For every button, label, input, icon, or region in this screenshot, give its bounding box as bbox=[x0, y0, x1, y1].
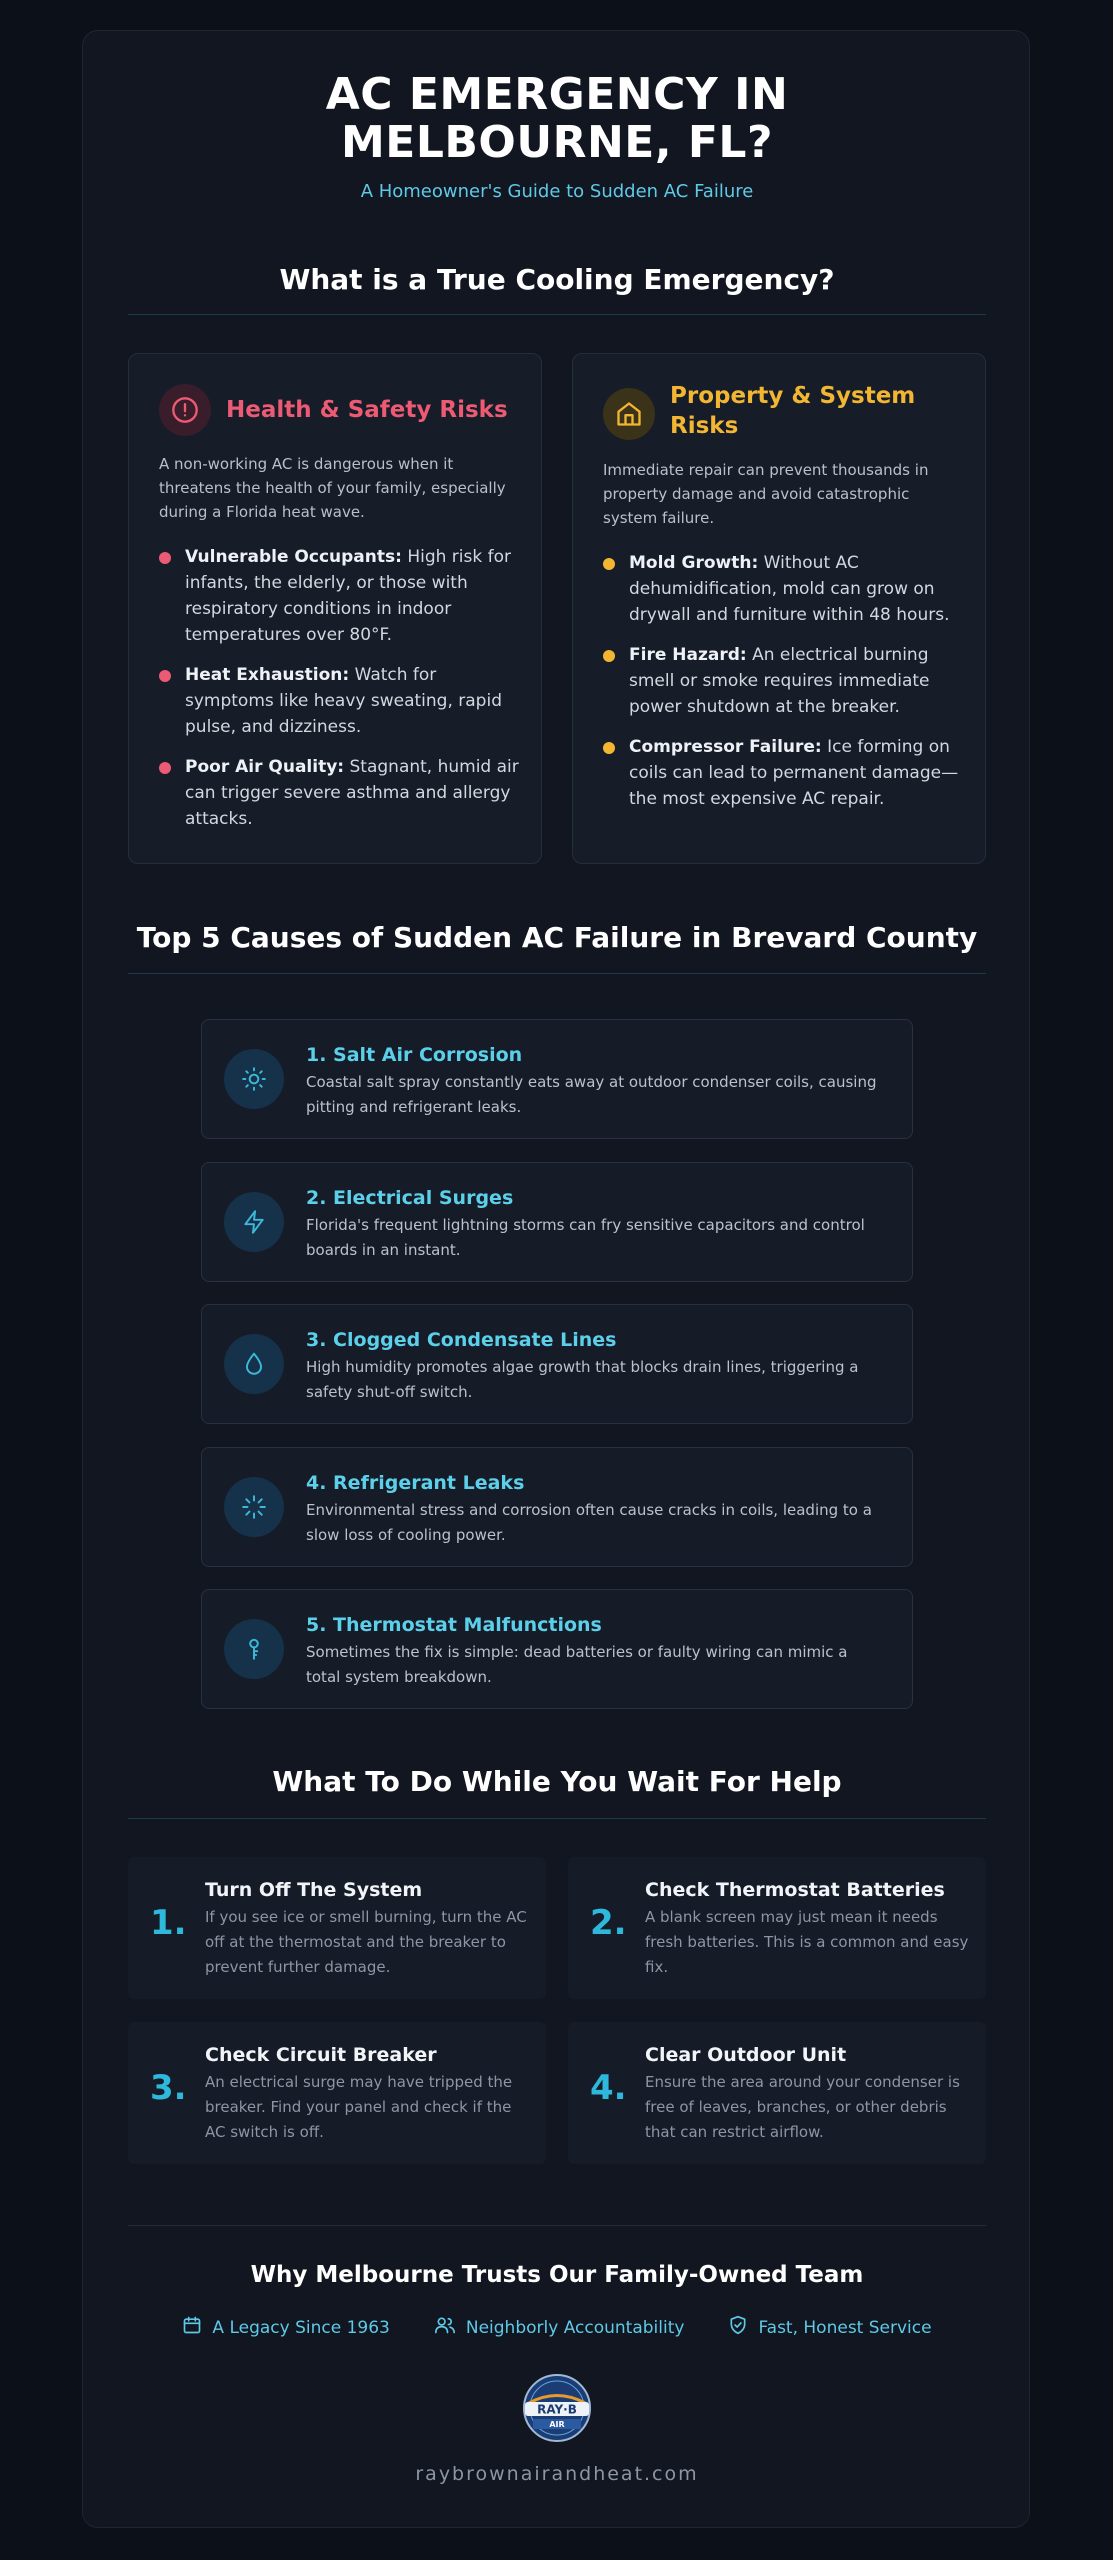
cause-title: 3. Clogged Condensate Lines bbox=[306, 1329, 617, 1351]
cause-text: Florida's frequent lightning storms can fry sensitive capacitors and control boards in an instant. bbox=[306, 1216, 865, 1259]
property-bullet bbox=[603, 642, 963, 720]
bullet-text: An electrical burning smell or smoke requires immediate power shutdown at the breaker. bbox=[629, 645, 930, 717]
trust-item-service bbox=[728, 2315, 931, 2340]
trust-label: A Legacy Since 1963 bbox=[212, 2317, 390, 2338]
trust-label: Neighborly Accountability bbox=[465, 2317, 685, 2338]
health-risks-card bbox=[128, 353, 542, 864]
alert-circle-icon bbox=[159, 384, 211, 436]
step-card bbox=[568, 1857, 986, 1999]
svg-text:AIR: AIR bbox=[549, 2420, 565, 2429]
section-divider bbox=[128, 973, 986, 974]
cause-text: Coastal salt spray constantly eats away at outdoor condenser coils, causing pitting and refrigerant leaks. bbox=[306, 1073, 877, 1116]
section-divider bbox=[128, 314, 986, 315]
bullet-dot bbox=[603, 650, 615, 662]
bullet-label: Compressor Failure: bbox=[629, 737, 822, 757]
property-bullet bbox=[603, 734, 963, 812]
website-link[interactable]: raybrownairandheat.com bbox=[415, 2463, 699, 2485]
bullet-dot bbox=[603, 742, 615, 754]
sun-icon bbox=[224, 1049, 284, 1109]
trust-points bbox=[83, 2315, 1031, 2340]
cause-card bbox=[201, 1589, 913, 1709]
cause-title: 4. Refrigerant Leaks bbox=[306, 1472, 525, 1494]
health-bullet bbox=[159, 754, 519, 832]
page-subtitle: A Homeowner's Guide to Sudden AC Failure bbox=[360, 181, 754, 202]
trust-item-accountability bbox=[434, 2315, 685, 2340]
page-title: AC EMERGENCY IN MELBOURNE, FL? bbox=[325, 69, 789, 168]
cause-card bbox=[201, 1304, 913, 1424]
bullet-dot bbox=[159, 670, 171, 682]
bullet-text: Ice forming on coils can lead to permanent damage—the most expensive AC repair. bbox=[629, 737, 959, 809]
health-risks-title: Health & Safety Risks bbox=[226, 397, 508, 423]
droplet-icon bbox=[224, 1334, 284, 1394]
shield-check-icon bbox=[728, 2315, 748, 2340]
cause-title: 1. Salt Air Corrosion bbox=[306, 1044, 523, 1066]
section-title-causes: Top 5 Causes of Sudden AC Failure in Brevard County bbox=[136, 921, 978, 954]
step-card bbox=[128, 1857, 546, 1999]
bullet-label: Poor Air Quality: bbox=[185, 757, 345, 777]
property-bullet bbox=[603, 550, 963, 628]
cause-text: Environmental stress and corrosion often cause cracks in coils, leading to a slow loss of cooling power. bbox=[306, 1501, 872, 1544]
bullet-dot bbox=[159, 552, 171, 564]
step-number: 1. bbox=[150, 1903, 187, 1943]
cause-text: High humidity promotes algae growth that blocks drain lines, triggering a safety shut-off switch. bbox=[306, 1358, 859, 1401]
step-title: Check Circuit Breaker bbox=[205, 2044, 437, 2066]
bullet-dot bbox=[159, 762, 171, 774]
property-risks-title: Property & System Risks bbox=[670, 383, 916, 439]
health-bullet bbox=[159, 662, 519, 740]
trust-item-legacy bbox=[182, 2315, 389, 2340]
cause-title: 5. Thermostat Malfunctions bbox=[306, 1614, 602, 1636]
bullet-label: Vulnerable Occupants: bbox=[185, 547, 402, 567]
loader-icon bbox=[224, 1477, 284, 1537]
step-card bbox=[568, 2022, 986, 2164]
health-bullet bbox=[159, 544, 519, 648]
cause-title: 2. Electrical Surges bbox=[306, 1187, 514, 1209]
users-icon bbox=[434, 2315, 456, 2340]
calendar-icon bbox=[182, 2315, 202, 2340]
cause-card bbox=[201, 1162, 913, 1282]
trust-label: Fast, Honest Service bbox=[758, 2317, 932, 2338]
bullet-text: High risk for infants, the elderly, or those with respiratory conditions in indoor temperatures over 80°F. bbox=[185, 547, 511, 645]
step-number: 4. bbox=[590, 2068, 627, 2108]
thermometer-icon bbox=[224, 1619, 284, 1679]
home-icon bbox=[603, 388, 655, 440]
step-title: Check Thermostat Batteries bbox=[645, 1879, 945, 1901]
step-number: 2. bbox=[590, 1903, 627, 1943]
cause-card bbox=[201, 1447, 913, 1567]
property-risks-card bbox=[572, 353, 986, 864]
footer-divider bbox=[128, 2225, 986, 2226]
bullet-text: Without AC dehumidification, mold can grow on drywall and furniture within 48 hours. bbox=[629, 553, 950, 625]
step-number: 3. bbox=[150, 2068, 187, 2108]
step-card bbox=[128, 2022, 546, 2164]
step-title: Clear Outdoor Unit bbox=[645, 2044, 847, 2066]
step-text: A blank screen may just mean it needs fresh batteries. This is a common and easy fix. bbox=[645, 1908, 969, 1976]
bullet-dot bbox=[603, 558, 615, 570]
svg-text:RAY·B: RAY·B bbox=[537, 2402, 577, 2417]
bullet-label: Mold Growth: bbox=[629, 553, 759, 573]
section-title-emergency: What is a True Cooling Emergency? bbox=[279, 263, 835, 296]
step-title: Turn Off The System bbox=[205, 1879, 423, 1901]
trust-title: Why Melbourne Trusts Our Family-Owned Team bbox=[250, 2262, 864, 2288]
property-risks-intro: Immediate repair can prevent thousands in property damage and avoid catastrophic system failure. bbox=[603, 461, 929, 527]
lightning-icon bbox=[224, 1192, 284, 1252]
section-divider bbox=[128, 1818, 986, 1819]
bullet-text: Stagnant, humid air can trigger severe asthma and allergy attacks. bbox=[185, 757, 519, 829]
step-text: An electrical surge may have tripped the breaker. Find your panel and check if the AC switch is off. bbox=[205, 2073, 513, 2141]
bullet-label: Heat Exhaustion: bbox=[185, 665, 350, 685]
health-risks-intro: A non-working AC is dangerous when it threatens the health of your family, especially during a Florida heat wave. bbox=[159, 455, 506, 521]
infographic-card bbox=[82, 30, 1030, 2528]
section-title-steps: What To Do While You Wait For Help bbox=[272, 1765, 842, 1798]
cause-card bbox=[201, 1019, 913, 1139]
bullet-text: Watch for symptoms like heavy sweating, rapid pulse, and dizziness. bbox=[185, 665, 502, 737]
company-logo bbox=[507, 2373, 607, 2443]
bullet-label: Fire Hazard: bbox=[629, 645, 747, 665]
cause-text: Sometimes the fix is simple: dead batteries or faulty wiring can mimic a total system breakdown. bbox=[306, 1643, 848, 1686]
step-text: If you see ice or smell burning, turn the AC off at the thermostat and the breaker to prevent further damage. bbox=[205, 1908, 527, 1976]
step-text: Ensure the area around your condenser is free of leaves, branches, or other debris that can restrict airflow. bbox=[645, 2073, 960, 2141]
